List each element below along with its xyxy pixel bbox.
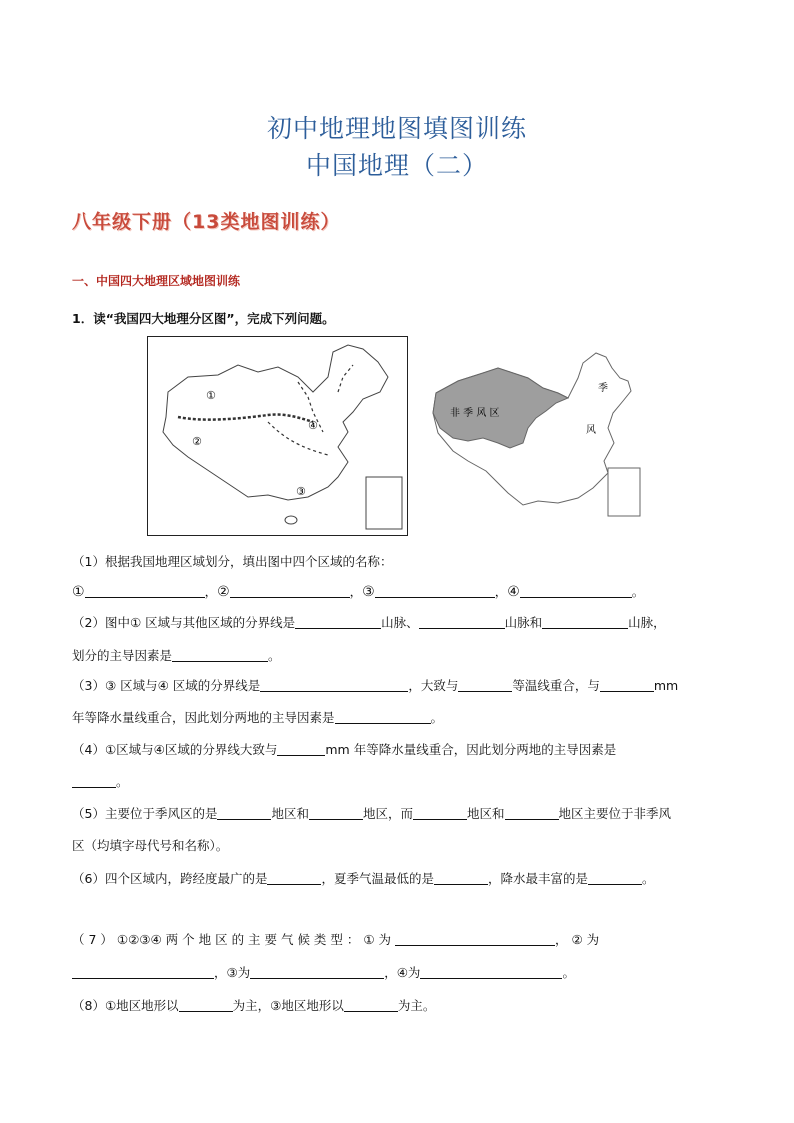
answer-sub3-factor[interactable]	[335, 710, 431, 724]
answer-sub7-2[interactable]	[72, 965, 214, 979]
answer-region-4[interactable]	[520, 584, 632, 598]
answer-region-1[interactable]	[85, 584, 205, 598]
sub7-text-c: ，③为	[214, 965, 251, 980]
answer-sub3-boundary[interactable]	[260, 678, 408, 692]
sub5-text-b: 地区和	[271, 806, 309, 821]
monsoon-label-2: 风	[586, 425, 596, 436]
sub2-line1	[72, 613, 732, 633]
sub3-text-b: ，大致与	[408, 678, 459, 693]
sub7-text-b: ， ② 为	[555, 932, 600, 947]
china-outline-map	[148, 337, 407, 535]
sub3-line2	[72, 708, 732, 728]
answer-sub5-3[interactable]	[413, 806, 467, 820]
comma: ，	[204, 584, 218, 599]
answer-sub5-2[interactable]	[309, 806, 363, 820]
sub3-line1	[72, 676, 732, 696]
period: 。	[631, 584, 645, 599]
monsoon-label-1: 季	[598, 383, 608, 394]
answer-sub6-1[interactable]	[267, 871, 321, 885]
label-region-3: ③	[362, 584, 375, 600]
page-title-line2: 中国地理（二）	[305, 151, 488, 180]
answer-sub2-mountain-1[interactable]	[295, 615, 381, 629]
comma: ，	[349, 584, 363, 599]
period: 。	[430, 710, 444, 725]
sub7-line2	[72, 963, 732, 983]
answer-region-2[interactable]	[230, 584, 350, 598]
page-title-line1: 初中地理地图填图训练	[266, 114, 527, 143]
sub2-line2	[72, 646, 732, 666]
map-label-2: ②	[192, 435, 202, 448]
sub5-text-a: （5）主要位于季风区的是	[72, 806, 218, 821]
sub6-text-c: ，降水最丰富的是	[487, 871, 588, 886]
sub2-text-c: 山脉和	[504, 615, 543, 630]
sub3-text-a: （3）③ 区域与④ 区域的分界线是	[72, 678, 261, 693]
sub8-text-a: （8）①地区地形以	[72, 998, 179, 1013]
answer-sub2-factor[interactable]	[172, 648, 268, 662]
sub4-text-b: mm 年等降水量线重合，因此划分两地的主导因素是	[325, 742, 617, 757]
regions-map	[147, 336, 408, 536]
sub5-line2: 区（均填字母代号和名称）。	[72, 838, 229, 853]
sub6-text-a: （6）四个区域内，跨经度最广的是	[72, 871, 268, 886]
sub4-text-a: （4）①区域与④区域的分界线大致与	[72, 742, 278, 757]
sub6-text-b: ，夏季气温最低的是	[321, 871, 434, 886]
answer-sub2-mountain-2[interactable]	[419, 615, 505, 629]
sub7-text-d: ，④为	[384, 965, 421, 980]
sub4-line1	[72, 740, 732, 760]
period: 。	[268, 648, 281, 663]
answer-sub2-mountain-3[interactable]	[542, 615, 628, 629]
answer-sub3-precip[interactable]	[600, 678, 654, 692]
question-prompt: 1．读“我国四大地理分区图”，完成下列问题。	[72, 311, 335, 326]
answer-sub7-1[interactable]	[395, 932, 555, 946]
sub2-text-d: 山脉，	[628, 615, 666, 630]
answer-sub6-2[interactable]	[434, 871, 488, 885]
nonmonsoon-label: 非 季 风 区	[450, 408, 500, 419]
map-label-3: ③	[296, 485, 306, 498]
label-region-1: ①	[72, 584, 85, 600]
sub1-line2	[72, 582, 732, 602]
sub3-text-e: 年等降水量线重合，因此划分两地的主导因素是	[72, 710, 335, 725]
sub7-text-a: （ 7 ） ①②③④ 两 个 地 区 的 主 要 气 候 类 型 ： ① 为	[72, 932, 392, 947]
period: 。	[562, 965, 575, 980]
period: 。	[116, 774, 129, 789]
sub5-text-d: 地区和	[467, 806, 505, 821]
map-label-4: ④	[308, 419, 318, 432]
sub3-text-d: mm	[653, 678, 679, 693]
map-label-1: ①	[206, 389, 216, 402]
answer-sub7-3[interactable]	[250, 965, 384, 979]
comma: ，	[494, 584, 508, 599]
sub2-text-b: 山脉、	[381, 615, 419, 630]
answer-sub8-2[interactable]	[344, 998, 398, 1012]
monsoon-map	[428, 343, 646, 523]
label-region-4: ④	[507, 584, 520, 600]
section-heading: 一、中国四大地理区域地图训练	[72, 274, 241, 288]
answer-sub3-isotherm[interactable]	[458, 678, 512, 692]
monsoon-outline-map	[428, 343, 646, 523]
answer-sub7-4[interactable]	[420, 965, 562, 979]
answer-sub4-factor[interactable]	[72, 774, 116, 788]
sub5-text-e: 地区主要位于非季风	[558, 806, 672, 821]
period: 。	[642, 871, 655, 886]
sub2-text-e: 划分的主导因素是	[72, 648, 173, 663]
answer-sub5-4[interactable]	[505, 806, 559, 820]
sub8-text-c: 为主。	[397, 998, 436, 1013]
sub4-line2	[72, 772, 732, 792]
sub8-line	[72, 996, 732, 1016]
sub7-line1	[72, 930, 732, 950]
sub6-line	[72, 869, 732, 889]
sub3-text-c: 等温线重合，与	[512, 678, 600, 693]
answer-sub6-3[interactable]	[588, 871, 642, 885]
answer-sub5-1[interactable]	[217, 806, 271, 820]
label-region-2: ②	[217, 584, 230, 600]
answer-region-3[interactable]	[375, 584, 495, 598]
sub5-text-c: 地区，而	[362, 806, 413, 821]
grade-label: 八年级下册（13类地图训练）	[72, 211, 341, 233]
sub8-text-b: 为主，③地区地形以	[232, 998, 344, 1013]
answer-sub8-1[interactable]	[179, 998, 233, 1012]
sub1-line1: （1）根据我国地理区域划分，填出图中四个区域的名称：	[72, 554, 393, 569]
sub5-line1	[72, 804, 732, 824]
answer-sub4-precip[interactable]	[277, 742, 325, 756]
sub2-text-a: （2）图中① 区域与其他区域的分界线是	[72, 615, 296, 630]
